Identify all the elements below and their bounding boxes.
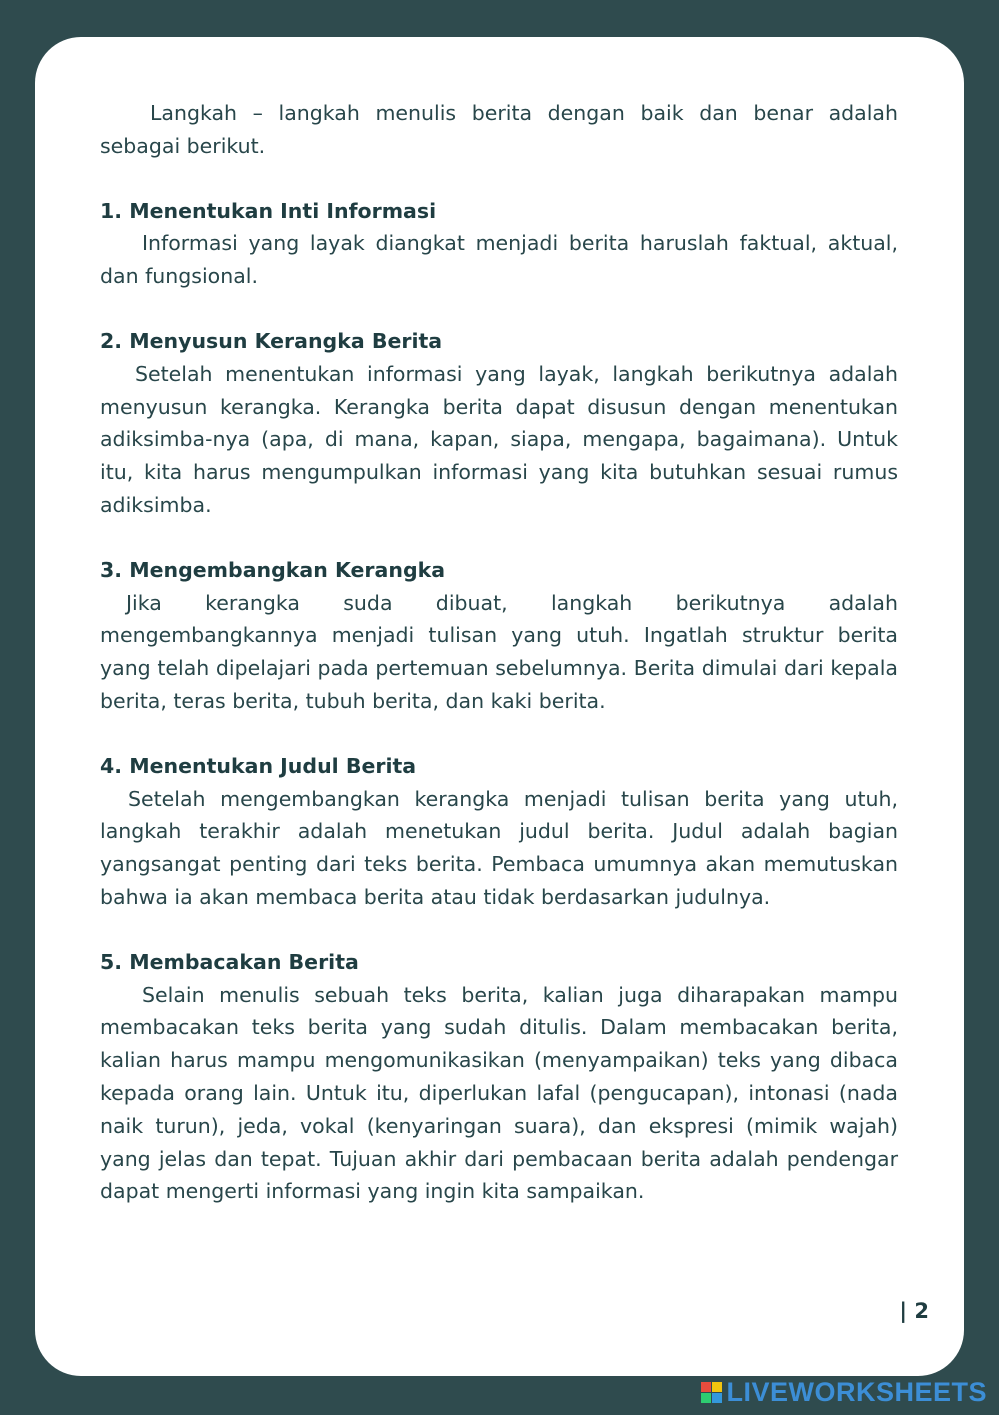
section-1-title: 1. Menentukan Inti Informasi (100, 198, 437, 223)
section-3-title: 3. Mengembangkan Kerangka (100, 557, 446, 582)
document-content (100, 97, 898, 1208)
section-1 (100, 195, 898, 293)
section-5-body: Selain menulis sebuah teks berita, kalian juga diharapakan mampu membacakan teks berita yang sudah ditulis. Dalam membacakan berita, kalian harus mampu mengomunikasikan (menyampaikan) teks yang dibaca kepada orang lain. Untuk itu, diperlukan lafal (pengucapan), intonasi (nada naik turun), jeda, vokal (kenyaringan suara), dan ekspresi (mimik wajah) yang jelas dan tepat. Tujuan akhir dari pembacaan berita adalah pendengar dapat mengerti informasi yang ingin kita sampaikan. (100, 982, 898, 1204)
section-3 (100, 554, 898, 718)
section-5 (100, 946, 898, 1208)
liveworksheets-watermark[interactable] (701, 1377, 987, 1408)
watermark-text: LIVEWORKSHEETS (726, 1377, 987, 1407)
section-3-body: Jika kerangka suda dibuat, langkah berikutnya adalah mengembangkannya menjadi tulisan yang utuh. Ingatlah struktur berita yang telah dipelajari pada pertemuan sebelumnya. Berita dimulai dari kepala berita, teras berita, tubuh berita, dan kaki berita. (100, 590, 898, 713)
section-4 (100, 750, 898, 914)
section-5-title: 5. Membacakan Berita (100, 949, 359, 974)
liveworksheets-logo-icon (701, 1382, 722, 1403)
section-4-body: Setelah mengembangkan kerangka menjadi tulisan berita yang utuh, langkah terakhir adalah menetukan judul berita. Judul adalah bagian yangsangat penting dari teks berita. Pembaca umumnya akan memutuskan bahwa ia akan membaca berita atau tidak berdasarkan judulnya. (100, 786, 898, 909)
page-number: | 2 (899, 1299, 929, 1323)
section-2 (100, 325, 898, 522)
page-card (35, 37, 964, 1376)
section-2-title: 2. Menyusun Kerangka Berita (100, 328, 443, 353)
section-1-body: Informasi yang layak diangkat menjadi berita haruslah faktual, aktual, dan fungsional. (100, 231, 898, 289)
section-4-title: 4. Menentukan Judul Berita (100, 753, 417, 778)
section-2-body: Setelah menentukan informasi yang layak, langkah berikutnya adalah menyusun kerangka. Kerangka berita dapat disusun dengan menentukan adiksimba-nya (apa, di mana, kapan, siapa, mengapa, bagaimana). Untuk itu, kita harus mengumpulkan informasi yang kita butuhkan sesuai rumus adiksimba. (100, 361, 898, 517)
intro-paragraph: Langkah – langkah menulis berita dengan baik dan benar adalah sebagai berikut. (100, 101, 898, 158)
